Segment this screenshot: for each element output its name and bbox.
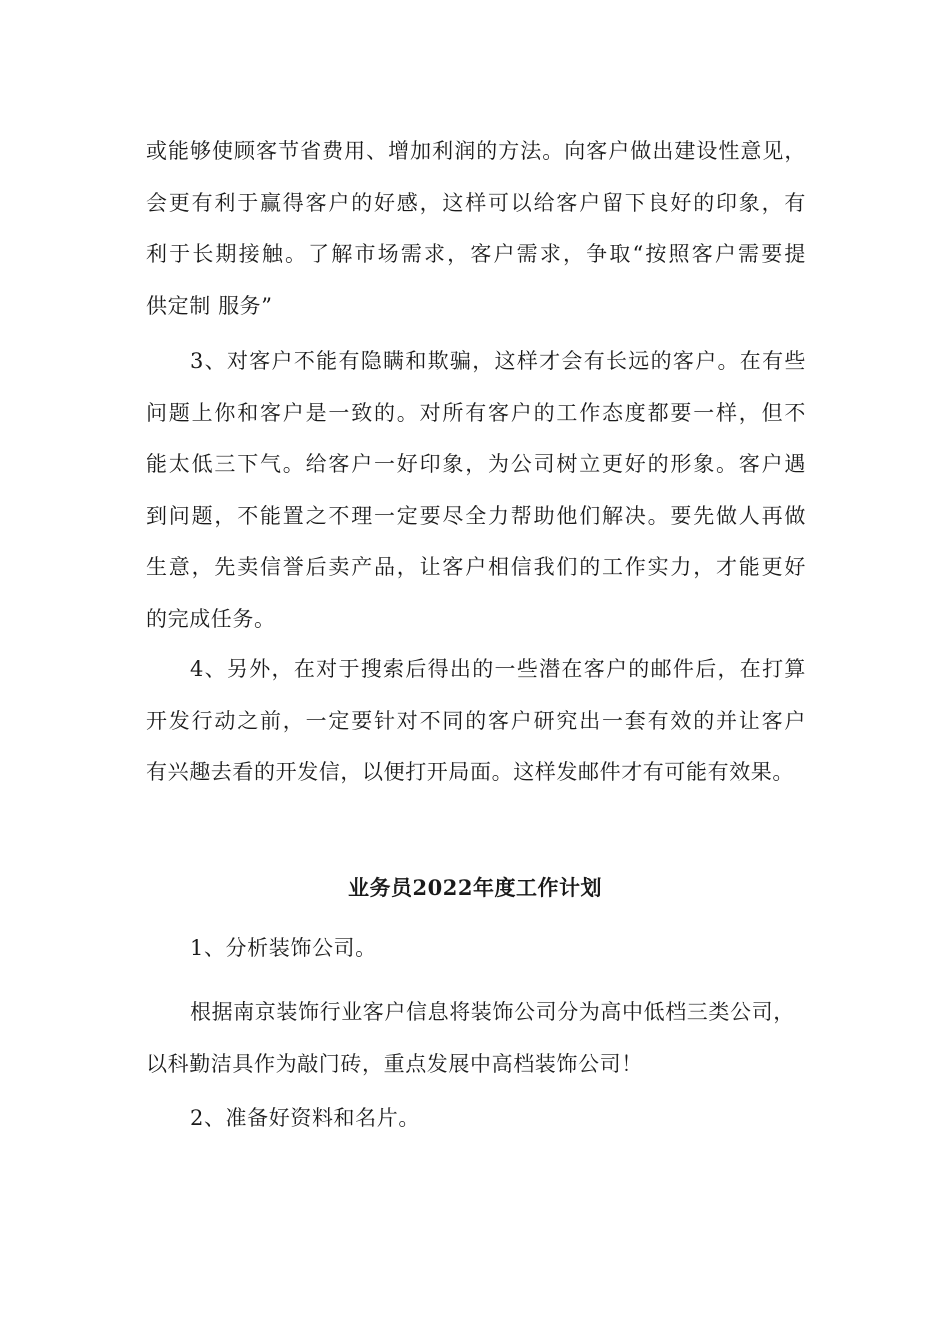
list-item-2: 2、准备好资料和名片。 xyxy=(190,1106,420,1130)
text-line: 以科勤洁具作为敲门砖，重点发展中高档装饰公司！ xyxy=(146,1051,643,1076)
section-heading: 业务员2022年度工作计划 xyxy=(348,875,602,900)
text-line: 有兴趣去看的开发信，以便打开局面。这样发邮件才有可能有效果。 xyxy=(146,760,794,784)
text-line: 的完成任务。 xyxy=(146,606,276,631)
paragraph-continuation xyxy=(146,126,806,332)
text-line: 到问题，不能置之不理一定要尽全力帮助他们解决。要先做人再做 xyxy=(146,503,806,528)
text-line: 能太低三下气。给客户一好印象，为公司树立更好的形象。客户遇 xyxy=(146,452,806,476)
list-item-1: 1、分析装饰公司。 xyxy=(190,936,377,960)
text-line: 利于长期接触。了解市场需求，客户需求，争取“按照客户需要提 xyxy=(146,242,806,266)
text-line: 生意，先卖信誉后卖产品，让客户相信我们的工作实力，才能更好 xyxy=(146,555,806,579)
paragraph-item-4 xyxy=(146,644,806,799)
paragraph-analysis xyxy=(146,987,806,1090)
text-line: 问题上你和客户是一致的。对所有客户的工作态度都要一样，但不 xyxy=(146,400,806,425)
paragraph-item-3 xyxy=(146,336,806,645)
text-line: 会更有利于赢得客户的好感，这样可以给客户留下良好的印象，有 xyxy=(146,190,806,215)
text-line: 或能够使顾客节省费用、增加利润的方法。向客户做出建设性意见， xyxy=(146,139,806,163)
text-line: 4、另外，在对于搜索后得出的一些潜在客户的邮件后，在打算 xyxy=(190,657,806,681)
text-line: 根据南京装饰行业客户信息将装饰公司分为高中低档三类公司， xyxy=(190,1000,795,1024)
text-line: 3、对客户不能有隐瞒和欺骗，这样才会有长远的客户。在有些 xyxy=(190,349,806,373)
text-line: 开发行动之前，一定要针对不同的客户研究出一套有效的并让客户 xyxy=(146,708,806,733)
text-line: 供定制 服务” xyxy=(146,293,273,318)
